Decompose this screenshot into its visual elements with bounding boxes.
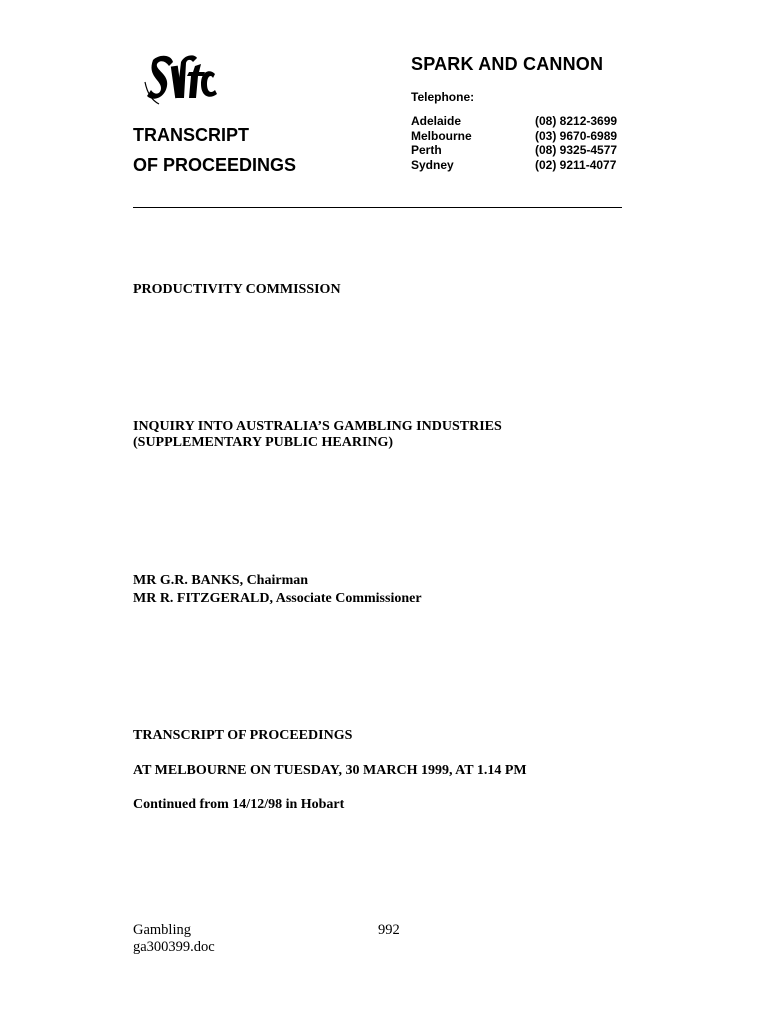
office-city: Adelaide	[411, 114, 462, 128]
commissioner-name: MR R. FITZGERALD	[133, 591, 270, 606]
office-row	[411, 143, 635, 158]
commissioner-role: , Chairman	[239, 573, 309, 588]
continued-note: Continued from 14/12/98 in Hobart	[133, 797, 345, 812]
commissioner-name: MR G.R. BANKS	[133, 573, 240, 588]
office-phone: (02) 9211-4077	[535, 157, 617, 172]
footer-page-number: 992	[378, 922, 400, 938]
commissioner-line	[133, 591, 422, 607]
document-title-line-1: TRANSCRIPT	[133, 125, 249, 145]
office-row	[411, 158, 635, 173]
commissioner-role: , Associate Commissioner	[269, 591, 422, 606]
header-divider	[133, 207, 622, 208]
proceedings-heading: TRANSCRIPT OF PROCEEDINGS	[133, 728, 353, 743]
office-city: Sydney	[411, 157, 454, 172]
commission-name: PRODUCTIVITY COMMISSION	[133, 282, 341, 297]
footer-inquiry-name: Gambling	[133, 922, 191, 938]
inquiry-title-line-2: (SUPPLEMENTARY PUBLIC HEARING)	[133, 435, 394, 450]
office-phone-list	[411, 114, 635, 172]
commissioner-line	[133, 573, 308, 589]
office-phone: (08) 9325-4577	[535, 143, 618, 157]
office-city: Melbourne	[411, 128, 472, 143]
document-title-line-2: OF PROCEEDINGS	[133, 155, 297, 175]
office-phone: (08) 8212-3699	[535, 114, 618, 128]
office-city: Perth	[411, 143, 442, 157]
firm-name: SPARK AND CANNON	[411, 54, 604, 74]
office-phone: (03) 9670-6989	[535, 128, 618, 143]
office-row	[411, 129, 635, 144]
footer-file-name: ga300399.doc	[133, 939, 215, 955]
hearing-location-date: AT MELBOURNE ON TUESDAY, 30 MARCH 1999, AT 1.14 PM	[133, 763, 527, 778]
office-row	[411, 114, 635, 129]
telephone-label: Telephone:	[411, 90, 475, 104]
spark-and-cannon-logo	[143, 52, 225, 108]
inquiry-title-line-1: INQUIRY INTO AUSTRALIA’S GAMBLING INDUSTRIES	[133, 419, 502, 434]
